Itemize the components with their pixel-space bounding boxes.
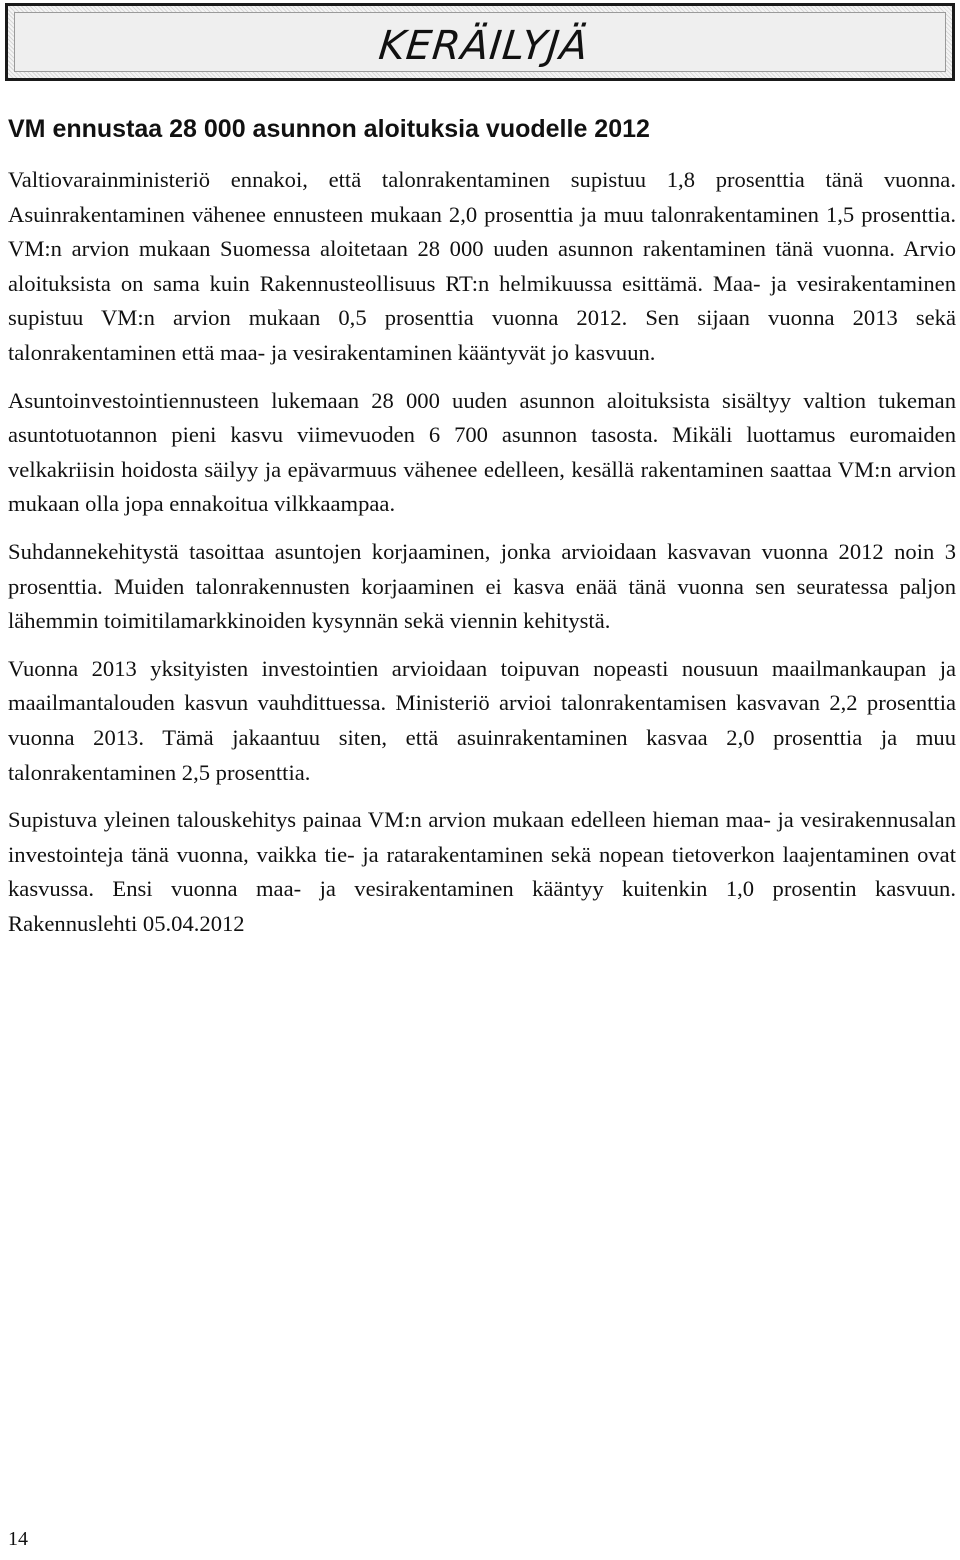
article-paragraph-1: Valtiovarainministeriö ennakoi, että talonrakentaminen supistuu 1,8 prosenttia tänä vuonna. Asuinrakentaminen vähenee ennusteen mukaan 2,0 prosenttia ja muu talonrakentaminen 1,5 prosenttia. VM:n arvion mukaan Suomessa aloitetaan 28 000 uuden asunnon rakentaminen tänä vuonna. Arvio aloituksista on sama kuin Rakennusteollisuus RT:n helmikuussa esittämä. Maa- ja vesirakentaminen supistuu VM:n arvion mukaan 0,5 prosenttia vuonna 2012. Sen sijaan vuonna 2013 sekä talonrakentaminen että maa- ja vesirakentaminen kääntyvät jo kasvuun. [8, 167, 956, 365]
article-body [8, 163, 956, 954]
article-paragraph-5: Supistuva yleinen talouskehitys painaa VM:n arvion mukaan edelleen hieman maa- ja vesirakennusalan investointeja tänä vuonna, vaikka tie- ja ratarakentaminen sekä nopean tietoverkon laajentaminen ovat kasvussa. Ensi vuonna maa- ja vesirakentaminen kääntyy kuitenkin 1,0 prosentin kasvuun. Rakennuslehti 05.04.2012 [8, 807, 956, 936]
section-banner [5, 3, 955, 81]
article-paragraph-4: Vuonna 2013 yksityisten investointien arvioidaan toipuvan nopeasti nousuun maailmankaupan ja maailmantalouden kasvun vauhdittuessa. Ministeriö arvioi talonrakentamisen kasvavan 2,2 prosenttia vuonna 2013. Tämä jakaantuu siten, että asuinrakentaminen kasvaa 2,0 prosenttia ja muu talonrakentaminen 2,5 prosenttia. [8, 655, 956, 785]
article-paragraph-3: Suhdannekehitystä tasoittaa asuntojen korjaaminen, jonka arvioidaan kasvavan vuonna 2012 noin 3 prosenttia. Muiden talonrakennusten korjaaminen ei kasva enää tänä vuonna sen seuratessa paljon lähemmin toimitilamarkkinoiden kysynnän sekä viennin kehitystä. [8, 538, 956, 634]
page-number: 14 [8, 1528, 28, 1550]
section-title: KERÄILYJÄ [376, 23, 591, 69]
section-banner-inner [14, 12, 946, 72]
article-paragraph-2: Asuntoinvestointiennusteen lukemaan 28 000 uuden asunnon aloituksista sisältyy valtion tukeman asuntotuotannon pieni kasvu viimevuoden 6 700 asunnon tasosta. Mikäli luottamus euromaiden velkakriisin hoidosta säilyy ja epävarmuus vähenee edelleen, kesällä rakentaminen saattaa VM:n arvion mukaan olla jopa ennakoitua vilkkaampaa. [8, 387, 956, 517]
article-headline: VM ennustaa 28 000 asunnon aloituksia vuodelle 2012 [8, 115, 650, 143]
